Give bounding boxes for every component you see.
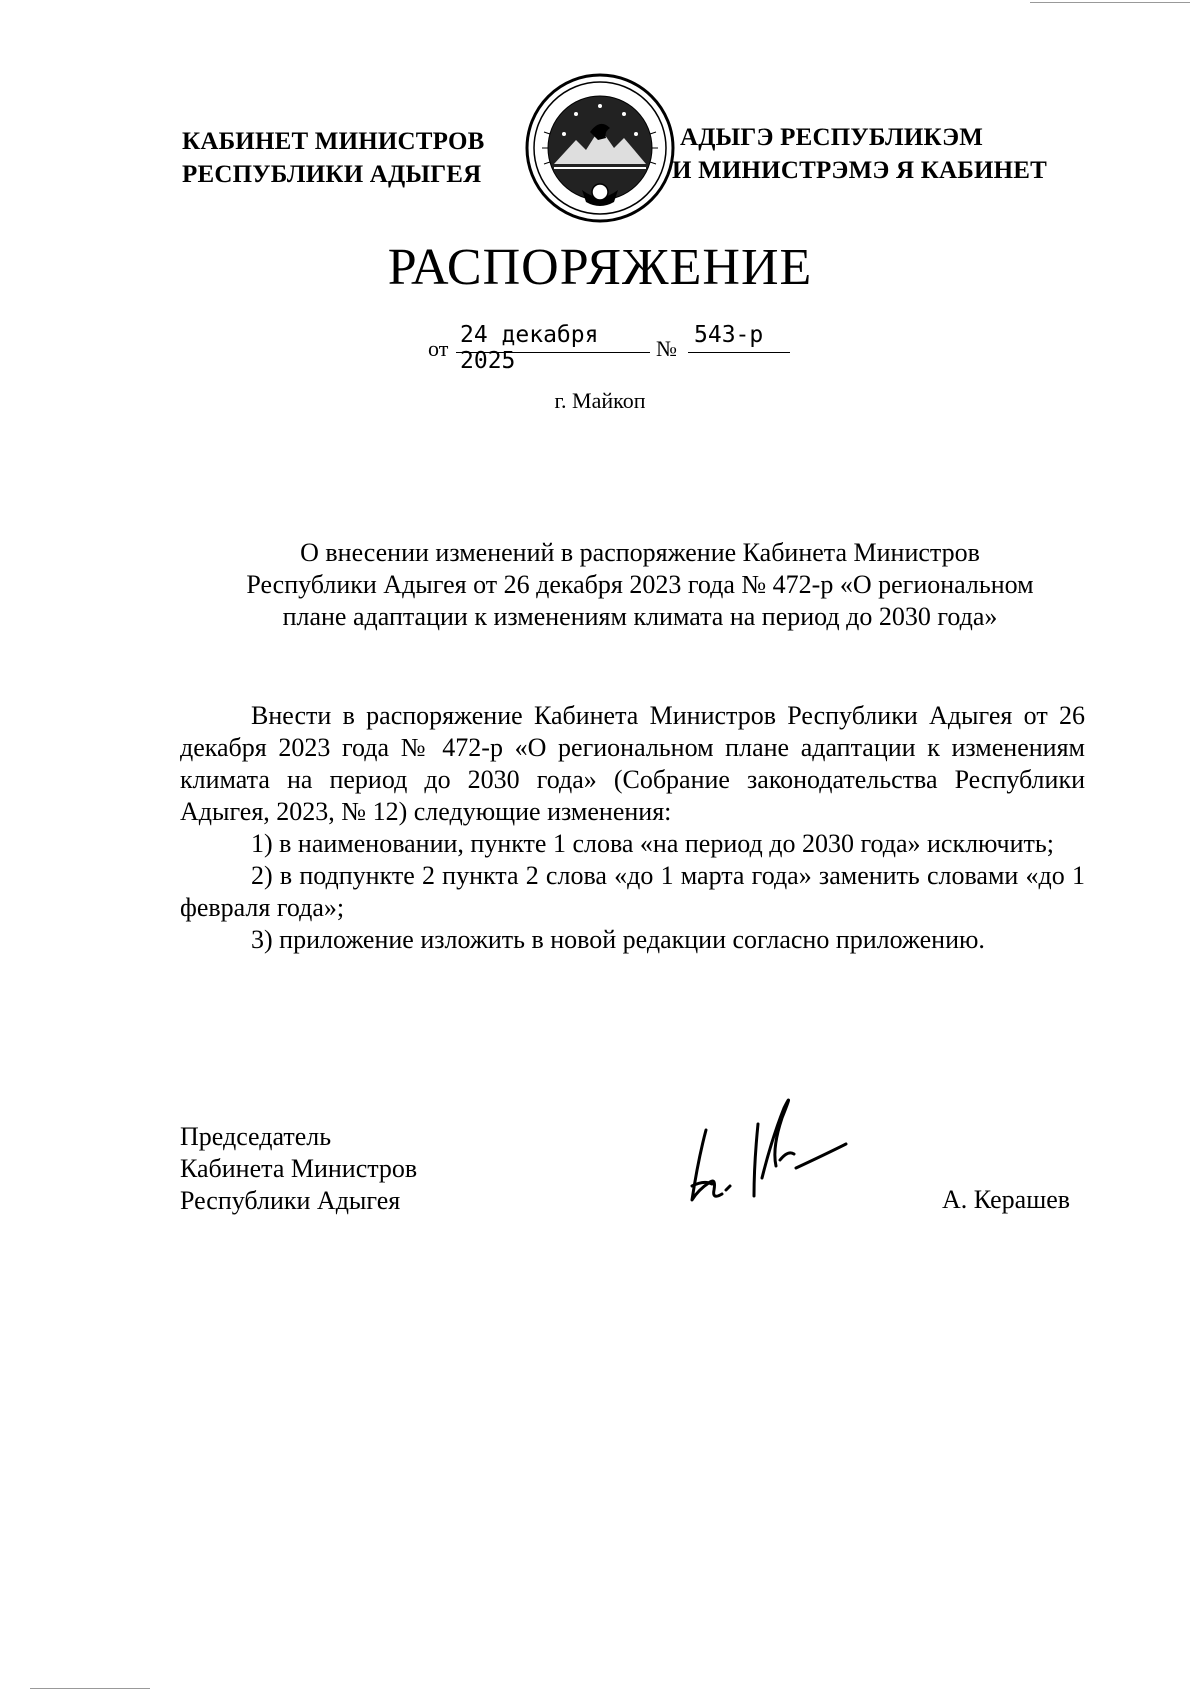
header-right-line2: И МИНИСТРЭМЭ Я КАБИНЕТ [672, 157, 1048, 184]
signer-position-line2: Кабинета Министров [180, 1154, 418, 1183]
subject-line3: плане адаптации к изменениям климата на период до 2030 года» [282, 602, 998, 631]
document-date: 24 декабря 2025 [456, 322, 650, 353]
number-sign: № [656, 336, 677, 361]
subject-line1: О внесении изменений в распоряжение Кабинета Министров [300, 538, 980, 567]
header-right-line1: АДЫГЭ РЕСПУБЛИКЭМ [680, 124, 984, 151]
header-left-line1: КАБИНЕТ МИНИСТРОВ [182, 128, 485, 155]
signer-position-line3: Республики Адыгея [180, 1186, 401, 1215]
handwritten-signature [678, 1090, 858, 1210]
body-item-2: 2) в подпункте 2 пункта 2 слова «до 1 марта года» заменить словами «до 1 февраля года»; [180, 861, 1085, 922]
document-subject [180, 537, 1100, 633]
city: г. Майкоп [554, 388, 646, 413]
scan-artifact-bottom [30, 1688, 150, 1689]
header-left-line2: РЕСПУБЛИКИ АДЫГЕЯ [182, 161, 482, 188]
scan-artifact-top [1030, 2, 1190, 3]
date-prefix: от [428, 336, 449, 361]
date-number-row [428, 322, 848, 374]
body-intro-paragraph: Внести в распоряжение Кабинета Министров Республики Адыгея от 26 декабря 2023 года № 472-р «О региональном плане адаптации к изменениям климата на период до 2030 года» (Собрание законодательства Республики Адыгея, 2023, № 12) следующие изменения: [180, 701, 1085, 826]
body-item-3: 3) приложение изложить в новой редакции согласно приложению. [251, 925, 985, 954]
signer-position [180, 1121, 417, 1217]
signer-position-line1: Председатель [180, 1122, 332, 1151]
document-number: 543-р [688, 322, 790, 353]
header-right-block [672, 121, 1080, 187]
header-left-block [182, 125, 492, 191]
signer-name: А. Керашев [942, 1185, 1071, 1214]
document-title: РАСПОРЯЖЕНИЕ [387, 239, 813, 296]
document-body [180, 700, 1085, 956]
coat-of-arms-icon [524, 72, 676, 224]
subject-line2: Республики Адыгея от 26 декабря 2023 года № 472-р «О региональном [246, 570, 1034, 599]
body-item-1: 1) в наименовании, пункте 1 слова «на период до 2030 года» исключить; [251, 829, 1054, 858]
